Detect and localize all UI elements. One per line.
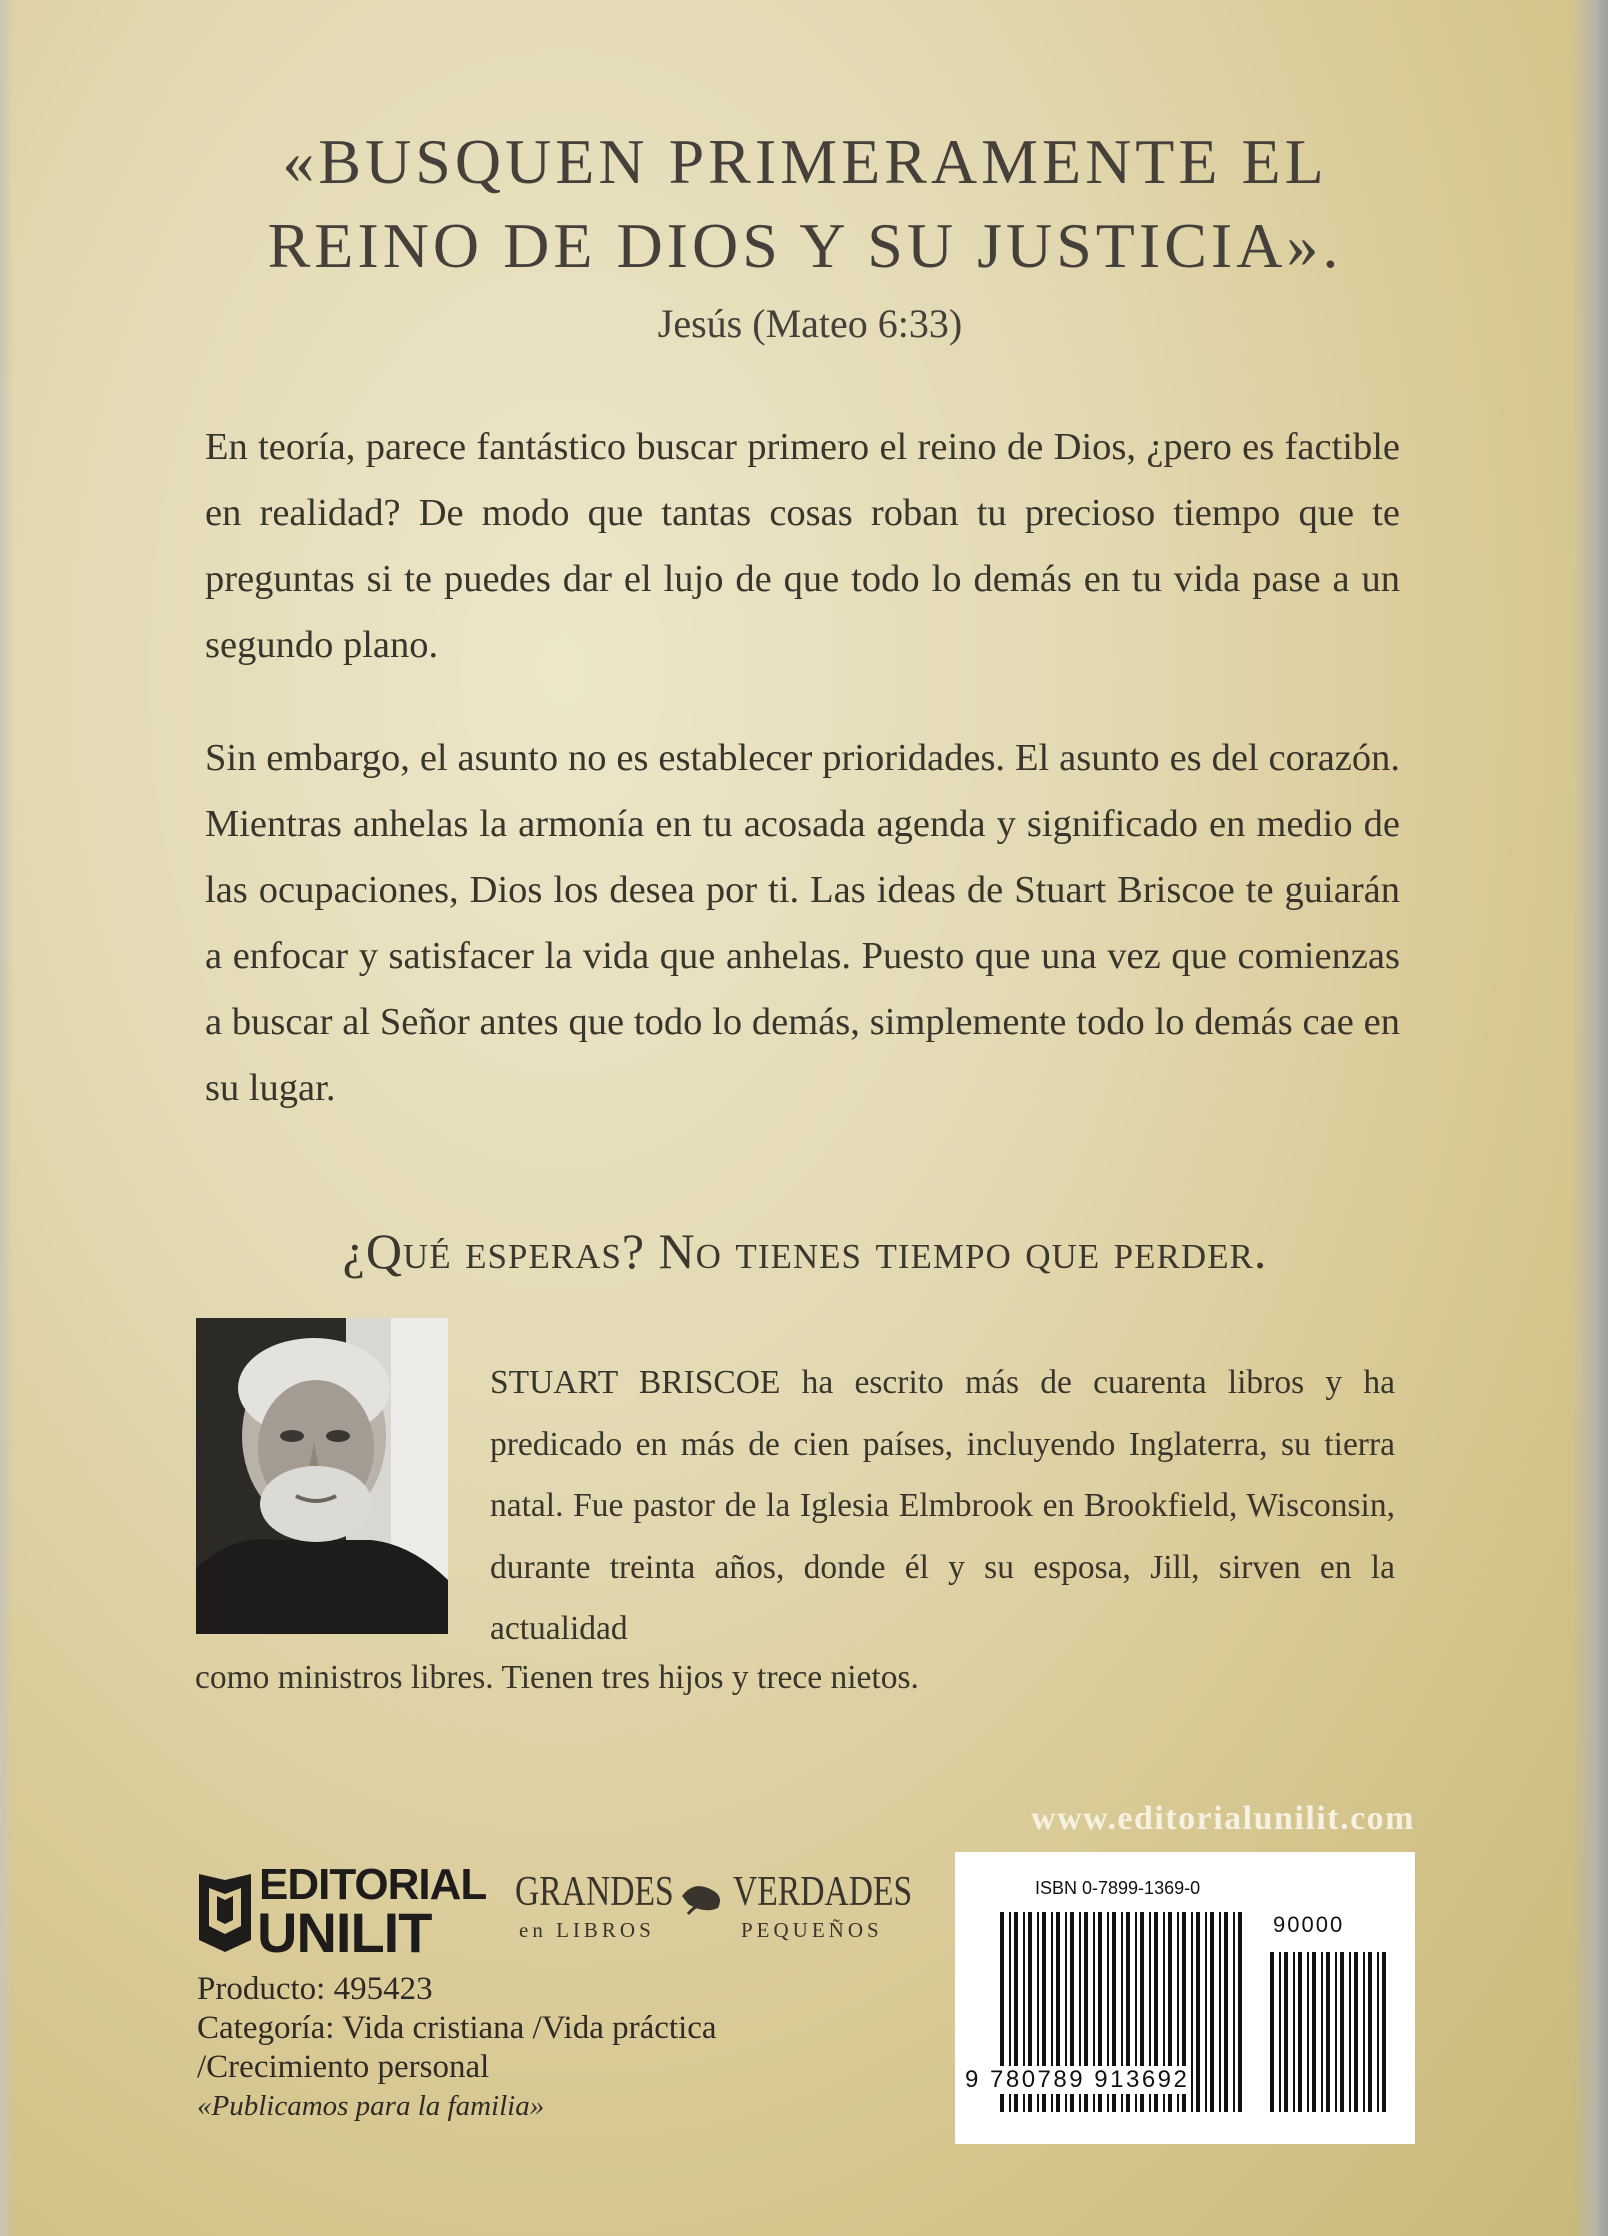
headline-quote xyxy=(200,120,1410,288)
author-bio-continued: como ministros libres. Tienen tres hijos y trece nietos. xyxy=(195,1659,919,1696)
barcode-addon-bars xyxy=(1270,1952,1390,2112)
quote-attribution: Jesús (Mateo 6:33) xyxy=(657,301,963,346)
call-to-action: ¿Qué esperas? No tienes tiempo que perder. xyxy=(342,1223,1268,1279)
isbn-text: ISBN 0-7899-1369-0 xyxy=(1035,1878,1201,1898)
logo-text-editorial: EDITORIAL xyxy=(259,1860,487,1909)
author-portrait-icon xyxy=(196,1318,448,1634)
leaf-ornament-icon xyxy=(678,1874,728,1924)
price-code: 90000 xyxy=(1273,1912,1345,1937)
publisher-slogan: «Publicamos para la familia» xyxy=(197,2090,545,2122)
category-line-2: /Crecimiento personal xyxy=(197,2049,490,2085)
author-photo xyxy=(196,1318,448,1634)
author-bio: STUART BRISCOE ha escrito más de cuarenta libros y ha predicado en más de cien países, incluyendo Inglaterra, su tierra natal. Fue pastor de la Iglesia Elmbrook en Brookfield, Wisconsin, durante treinta años, donde él y su esposa, Jill, sirven en la actualidad xyxy=(490,1364,1395,1647)
page-edge-right xyxy=(1572,0,1608,2236)
description-paragraph-2: Sin embargo, el asunto no es establecer prioridades. El asunto es del corazón. Mientras anhelas la armonía en tu acosada agenda y significado en medio de las ocupaciones, Dios los desea por ti. Las ideas de Stuart Briscoe te guiarán a enfocar y satisfacer la vida que anhelas. Puesto que una vez que comienzas a buscar al Señor antes que todo lo demás, simplemente todo lo demás cae en su lugar. xyxy=(205,737,1400,1109)
product-code: Producto: 495423 xyxy=(197,1971,433,2007)
series-subtitle-right: PEQUEÑOS xyxy=(741,1918,883,1942)
description-paragraph-1: En teoría, parece fantástico buscar primero el reino de Dios, ¿pero es factible en realidad? De modo que tantas cosas roban tu precioso tiempo que te preguntas si te puedes dar el lujo de que todo lo demás en tu vida pase a un segundo plano. xyxy=(205,426,1400,666)
isbn-barcode xyxy=(955,1852,1415,2144)
quote-line-2: REINO DE DIOS Y SU JUSTICIA». xyxy=(267,210,1343,281)
product-info xyxy=(197,1970,717,2126)
publisher-website: www.editorialunilit.com xyxy=(1031,1800,1415,1837)
barcode-number: 9 780789 913692 xyxy=(965,2066,1190,2093)
page-edge-left xyxy=(0,0,14,2236)
series-title-left: GRANDES xyxy=(515,1869,674,1915)
series-subtitle-left: en LIBROS xyxy=(519,1918,655,1942)
editorial-unilit-logo xyxy=(195,1860,487,1964)
series-title-right: VERDADES xyxy=(733,1869,913,1915)
category-line-1: Categoría: Vida cristiana /Vida práctica xyxy=(197,2010,717,2046)
quote-line-1: «BUSQUEN PRIMERAMENTE EL xyxy=(282,126,1328,197)
grandes-verdades-logo xyxy=(515,1868,915,1948)
logo-text-unilit: UNILIT xyxy=(257,1901,432,1964)
